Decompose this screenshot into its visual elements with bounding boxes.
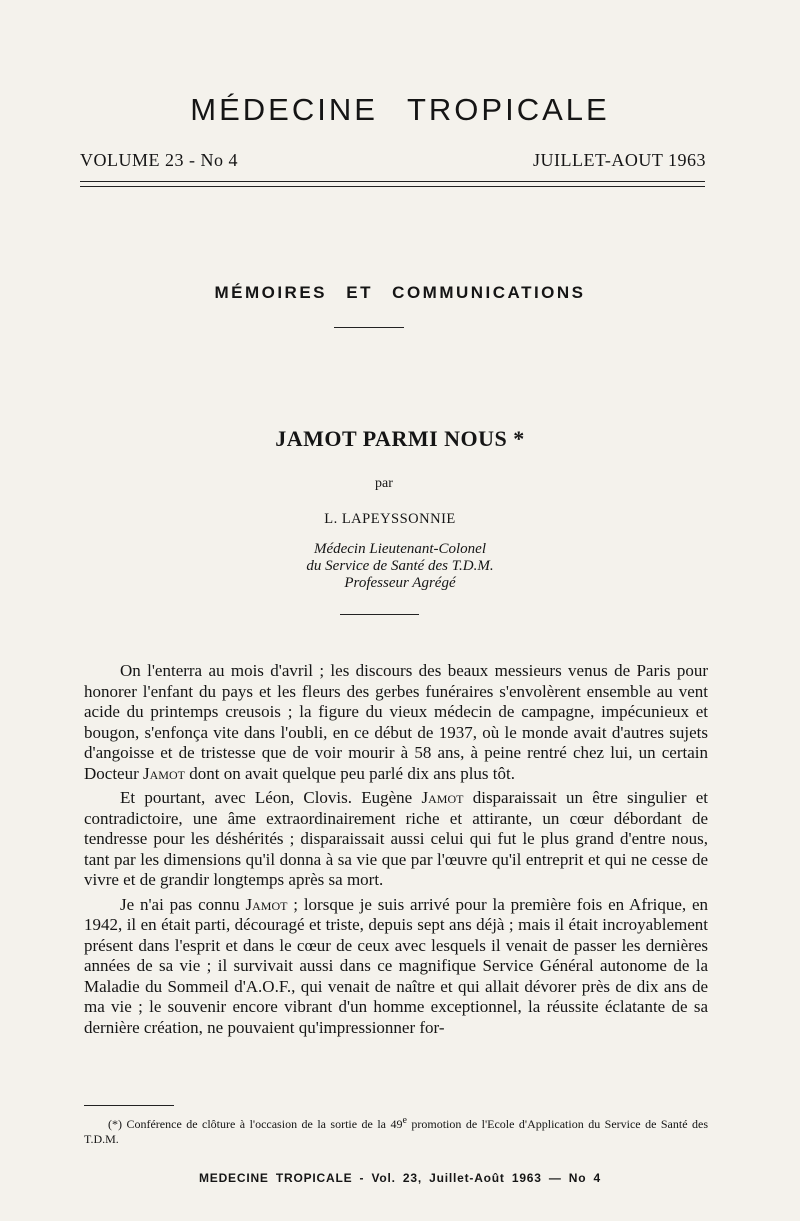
person-name: Jamot xyxy=(143,763,185,783)
paragraph-text: dont on avait quelque peu parlé dix ans plus tôt. xyxy=(189,763,515,783)
issue-line xyxy=(80,150,706,171)
article-body xyxy=(84,661,708,1042)
person-name: Jamot xyxy=(421,788,464,807)
footnote-rule xyxy=(84,1105,174,1106)
footnote xyxy=(84,1113,708,1147)
section-title: MÉMOIRES ET COMMUNICATIONS xyxy=(214,283,586,302)
footnote-text: promotion de l'Ecole d'Application du Service de Santé des T.D.M. xyxy=(84,1117,709,1146)
author-affiliation-line: Professeur Agrégé xyxy=(344,575,456,591)
paragraph-text: On l'enterra au mois d'avril ; les discours des beaux messieurs venus de Paris pour honorer l'enfant du pays et les fleurs des gerbes funéraires s'envolèrent ensemble au vent acide du printemps creusois ; la figure du vieux médecin de campagne, impécunieux et bougon, s'enfonça vite dans l'oubli, en ce début de 1937, où le monde avait d'autres sujets d'angoisse et de tristesse que de voir mourir à 58 ans, à peine rentré chez lui, un certain Docteur xyxy=(84,661,708,783)
author-affiliation-line: Médecin Lieutenant-Colonel xyxy=(313,541,487,557)
paragraph-text: disparaissait un être singulier et contradictoire, une âme extraordinairement riche et attirante, un cœur débordant de tendresse pour les déshérités ; disparaissait aussi celui qui fut le plus grand d'entre nous, tant par les dimensions qu'il donna à sa vie que par l'œuvre qu'il entreprit et qui ne cesse de vivre et de grandir longtemps après sa mort. xyxy=(84,788,709,889)
title-divider xyxy=(340,614,419,615)
issue-date: JUILLET-AOUT 1963 xyxy=(533,150,706,170)
byline-par: par xyxy=(375,476,393,491)
header-double-rule xyxy=(80,181,705,187)
footnote-superscript: e xyxy=(402,1115,407,1126)
body-paragraph xyxy=(84,788,708,891)
footnote-text: Conférence de clôture à l'occasion de la sortie de la 49 xyxy=(126,1117,403,1131)
section-divider xyxy=(334,327,404,328)
person-name: Jamot xyxy=(245,894,288,914)
footnote-marker: (*) xyxy=(108,1117,122,1131)
journal-title: MÉDECINE TROPICALE xyxy=(190,92,610,127)
paragraph-text: Je n'ai pas connu xyxy=(120,894,240,914)
body-paragraph xyxy=(84,661,708,784)
article-title: JAMOT PARMI NOUS * xyxy=(275,426,525,451)
paragraph-text: ; lorsque je suis arrivé pour la première fois en Afrique, en 1942, il en était parti, découragé et triste, depuis sept ans déjà ; mais il était incroyablement présent dans l'esprit et dans le cœur de ceux avec lesquels il venait de passer les dernières années de sa vie ; il survivait aussi dans ce magnifique Service Général autonome de la Maladie du Sommeil d'A.O.F., qui venait de naître et qui allait dévorer près de dix ans de ma vie ; le souvenir encore vibrant d'un homme exceptionnel, la réussite éclatante de sa dernière création, ne pouvaient qu'impressionner for- xyxy=(84,894,709,1037)
paragraph-text: Et pourtant, avec Léon, Clovis. Eugène xyxy=(120,788,413,807)
volume-number: VOLUME 23 - No 4 xyxy=(80,150,238,170)
body-paragraph xyxy=(84,895,708,1039)
page-footer: MEDECINE TROPICALE - Vol. 23, Juillet-Août 1963 — No 4 xyxy=(198,1171,602,1185)
author-name: L. LAPEYSSONNIE xyxy=(324,511,456,527)
author-affiliation-line: du Service de Santé des T.D.M. xyxy=(306,558,494,574)
